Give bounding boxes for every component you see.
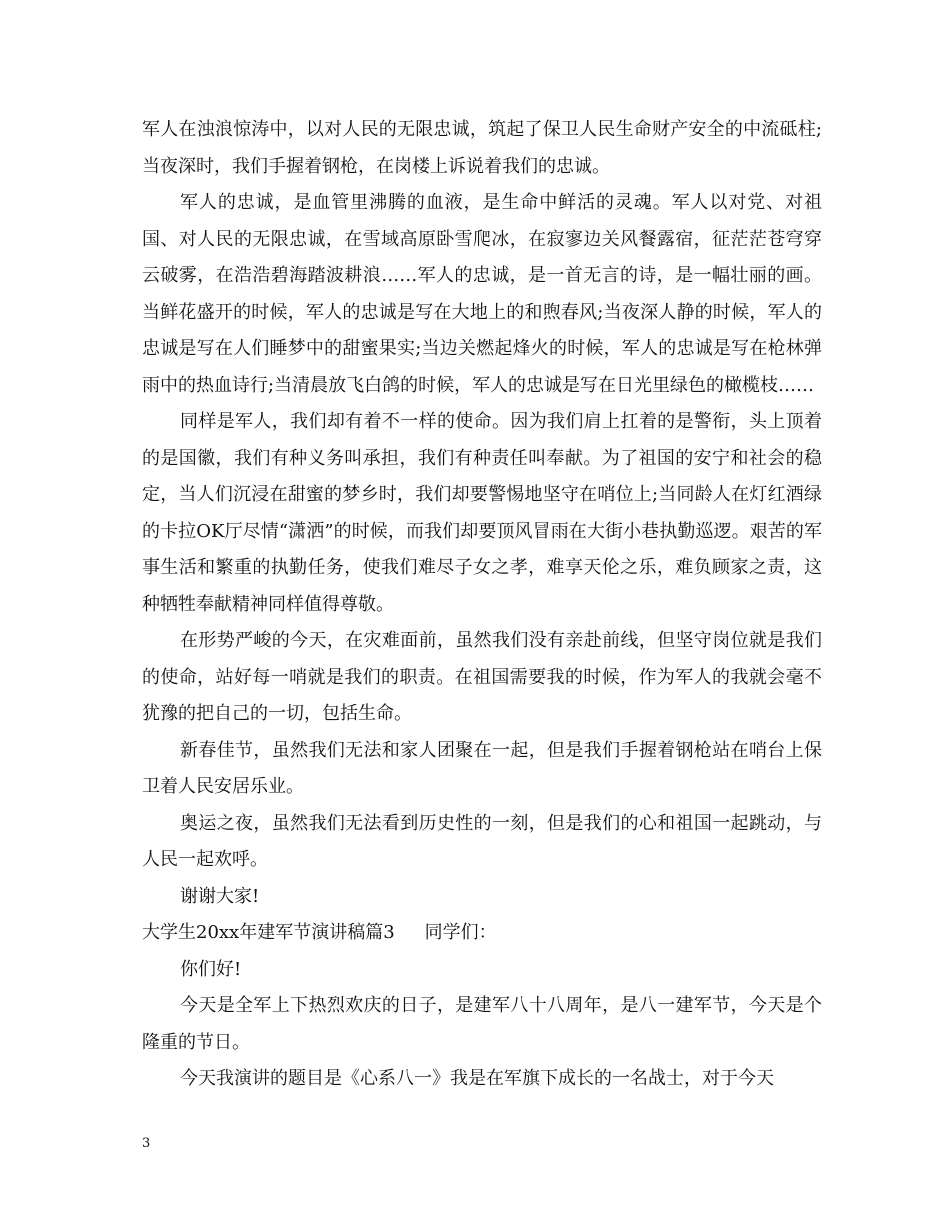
section-title: 大学生20xx年建军节演讲稿篇3 xyxy=(142,922,395,943)
section-salutation: 同学们： xyxy=(424,922,497,943)
paragraph: 你们好! xyxy=(180,958,242,980)
paragraph: 军人的忠诚，是血管里沸腾的血液，是生命中鲜活的灵魂。军人以对党、对祖国、对人民的无限忠诚，在雪域高原卧雪爬冰，在寂寥边关风餐露宿，征茫茫苍穹穿云破雾，在浩浩碧海踏波耕浪……军人的忠诚，是一首无言的诗，是一幅壮丽的画。当鲜花盛开的时候，军人的忠诚是写在大地上的和煦春风;当夜深人静的时候，军人的忠诚是写在人们睡梦中的甜蜜果实;当边关燃起烽火的时候，军人的忠诚是写在枪林弹雨中的热血诗行;当清晨放飞白鸽的时候，军人的忠诚是写在日光里绿色的橄榄枝…… xyxy=(142,192,822,396)
paragraph: 奥运之夜，虽然我们无法看到历史性的一刻，但是我们的心和祖国一起跳动，与人民一起欢呼。 xyxy=(142,812,822,870)
paragraph: 在形势严峻的今天，在灾难面前，虽然我们没有亲赴前线，但坚守岗位就是我们的使命，站好每一哨就是我们的职责。在祖国需要我的时候，作为军人的我就会毫不犹豫的把自己的一切，包括生命。 xyxy=(142,630,822,724)
paragraph: 谢谢大家! xyxy=(180,885,260,907)
paragraph: 新春佳节，虽然我们无法和家人团聚在一起，但是我们手握着钢枪站在哨台上保卫着人民安居乐业。 xyxy=(142,739,822,797)
paragraph: 今天是全军上下热烈欢庆的日子，是建军八十八周年，是八一建军节，今天是个隆重的节日。 xyxy=(142,995,822,1053)
document-page xyxy=(142,112,822,1098)
body-text-before xyxy=(142,112,822,915)
body-text-after xyxy=(142,952,822,1098)
page-number: 3 xyxy=(142,1136,151,1151)
paragraph: 今天我演讲的题目是《心系八一》我是在军旗下成长的一名战士，对于今天 xyxy=(180,1068,774,1089)
paragraph: 军人在浊浪惊涛中，以对人民的无限忠诚，筑起了保卫人民生命财产安全的中流砥柱;当夜深时，我们手握着钢枪，在岗楼上诉说着我们的忠诚。 xyxy=(142,119,822,177)
paragraph: 同样是军人，我们却有着不一样的使命。因为我们肩上扛着的是警衔，头上顶着的是国徽，我们有种义务叫承担，我们有种责任叫奉献。为了祖国的安宁和社会的稳定，当人们沉浸在甜蜜的梦乡时，我们却要警惕地坚守在哨位上;当同龄人在灯红酒绿的卡拉OK厅尽情“潇洒”的时候，而我们却要顶风冒雨在大街小巷执勤巡逻。艰苦的军事生活和繁重的执勤任务，使我们难尽子女之孝，难享天伦之乐，难负顾家之责，这种牺牲奉献精神同样值得尊敬。 xyxy=(142,411,822,615)
section-heading xyxy=(142,915,822,952)
